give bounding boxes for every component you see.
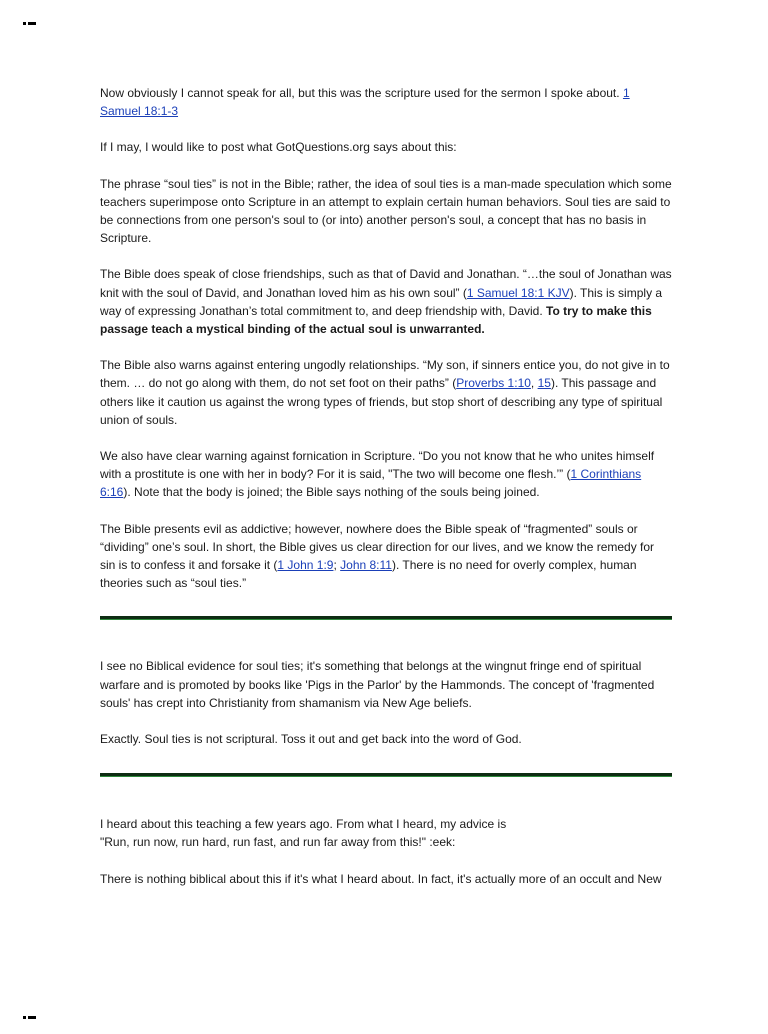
- paragraph-not-scriptural: Exactly. Soul ties is not scriptural. Toss it out and get back into the word of God.: [100, 732, 522, 747]
- paragraph-nothing-biblical: There is nothing biblical about this if it's what I heard about. In fact, it's actually more of an occult and New: [100, 871, 662, 886]
- paragraph-evil-addictive: The Bible presents evil as addictive; however, nowhere does the Bible speak of “fragmented” souls or “dividing” one’s soul. In short, the Bible gives us clear direction for our lives, and we know the remedy for sin is to confess it and forsake it (1 John 1:9; John 8:11). There is no need for overly complex, human theories such as “soul ties.”: [100, 521, 655, 591]
- paragraph-david-jonathan: The Bible does speak of close friendships, such as that of David and Jonathan. “…the soul of Jonathan was knit with the soul of David, and Jonathan loved him as his own soul” (1 Samuel 18:1 KJV). This is simply a way of expressing Jonathan’s total commitment to, and deep friendship with, David. To try to make this passage teach a mystical binding of the actual soul is unwarranted.: [100, 267, 672, 337]
- paragraph-ungodly-relationships: The Bible also warns against entering ungodly relationships. “My son, if sinners entice you, do not give in to them. … do not go along with them, do not set foot on their paths” (Proverbs 1:10, 15). This passage and others like it caution us against the wrong types of friends, but stop short of describing any type of spiritual union of souls.: [100, 358, 670, 427]
- link-1-samuel-18-1-3[interactable]: 1 Samuel 18:1-3: [100, 86, 630, 119]
- link-1-corinthians-6-16[interactable]: 1 Corinthians 6:16: [100, 467, 642, 500]
- paragraph-scripture-reference: Now obviously I cannot speak for all, but this was the scripture used for the sermon I spoke about. 1 Samuel 18:1-3: [100, 86, 630, 119]
- link-1-samuel-18-1-kjv[interactable]: 1 Samuel 18:1 KJV: [466, 285, 570, 300]
- paragraph-gotquestions-intro: If I may, I would like to post what GotQuestions.org says about this:: [100, 140, 457, 155]
- link-1-john-1-9[interactable]: 1 John 1:9: [277, 558, 334, 573]
- paragraph-soul-ties-definition: The phrase “soul ties” is not in the Bible; rather, the idea of soul ties is a man-made speculation which some teachers superimpose onto Scripture in an attempt to explain certain human behaviors. Soul ties are said to be connections from one person's soul to (or into) another person's soul, a concept that has no basis in Scripture.: [100, 176, 672, 246]
- paragraph-heard-teaching: I heard about this teaching a few years ago. From what I heard, my advice is "Run, run now, run hard, run fast, and run far away from this!" :eek:: [100, 817, 507, 850]
- bold-statement: To try to make this passage teach a mystical binding of the actual soul is unwarranted.: [100, 303, 652, 337]
- link-proverbs-1-10[interactable]: Proverbs 1:10: [456, 376, 531, 391]
- post-divider: [100, 616, 672, 620]
- paragraph-no-biblical-evidence: I see no Biblical evidence for soul ties; it's something that belongs at the wingnut fringe end of spiritual warfare and is promoted by books like 'Pigs in the Parlor' by the Hammonds. The concept of 'fragmented souls' has crept into Christianity from shamanism via New Age beliefs.: [100, 659, 655, 710]
- page-corner-marker-top: [23, 22, 36, 40]
- link-john-8-11[interactable]: John 8:11: [340, 558, 392, 573]
- link-proverbs-1-15[interactable]: 15: [537, 376, 551, 391]
- page-corner-marker-bottom: [23, 1016, 36, 1034]
- post-content: [100, 84, 672, 906]
- paragraph-fornication-warning: We also have clear warning against fornication in Scripture. “Do you not know that he who unites himself with a prostitute is one with her in body? For it is said, "The two will become one flesh.’” (1 Corinthians 6:16). Note that the body is joined; the Bible says nothing of the souls being joined.: [100, 449, 655, 500]
- post-divider: [100, 773, 672, 777]
